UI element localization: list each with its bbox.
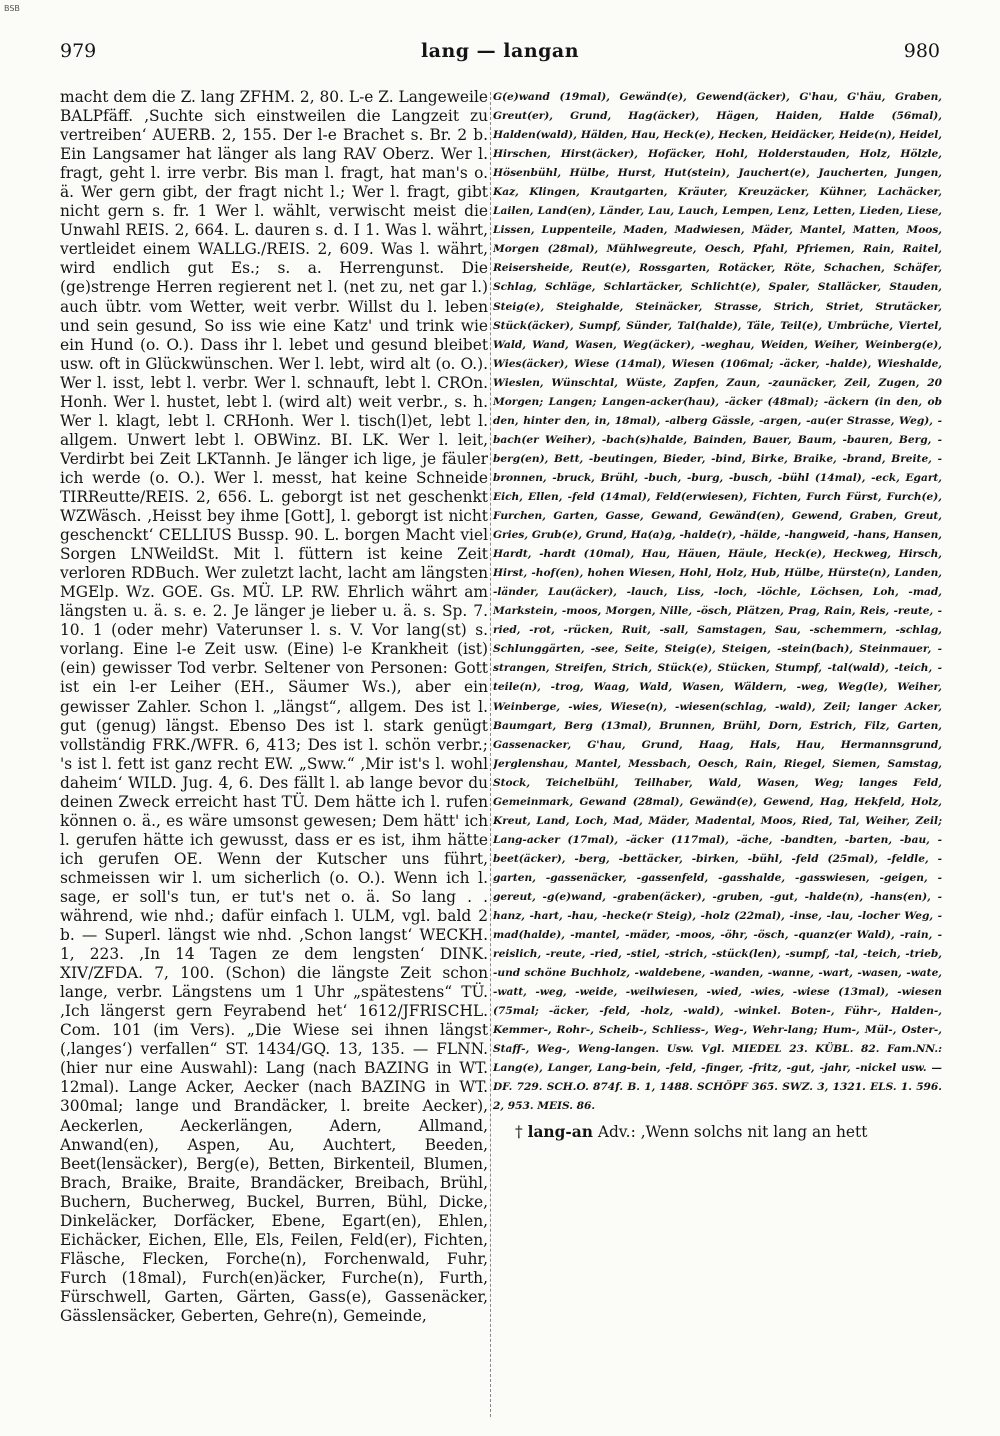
left-column — [60, 88, 488, 1423]
left-column-text: macht dem die Z. lang ZFHM. 2, 80. L-e Z. Langeweile BALPfäff. ‚Suchte sich einstweilen die Langzeit zu vertreiben‘ AUERB. 2, 155. Der l-e Brachet s. Br. 2 b. Ein Langsamer hat länger als lang RAV Oberz. Wer l. fragt, geht l. irre verbr. Bis man l. fragt, hat man's o. ä. Wer gern gibt, der fragt nicht l.; Wer l. fragt, gibt nicht gern s. fr. 1 Wer l. wählt, verwischt meist die Unwahl REIS. 2, 664. L. dauren s. d. I 1. Was l. währt, vertleidet einem WALLG./REIS. 2, 609. Was l. währt, wird endlich gut Es.; s. a. Herrengunst. Die (ge)strenge Herren regierent net l. (net zu, net gar l.) auch übtr. vom Wetter, weit verbr. Willst du l. leben und sein gesund, So iss wie eine Katz' und trink wie ein Hund (o. O.). Dass ihr l. lebet und gesund bleibet usw. oft in Glückwünschen. Wer l. lebt, wird alt (o. O.). Wer l. isst, lebt l. verbr. Wer l. schnauft, lebt l. CROn. Honh. Wer l. hustet, lebt l. (wird alt) weit verbr., s. h. Wer l. klagt, lebt l. CRHonh. Wer l. tisch(l)et, lebt l. allgem. Unwert lebt l. OBWinz. BI. LK. Wer l. leit, Verdirbt bei Zeit LKTannh. Je länger ich lige, je fäuler ich werde (o. O.). Wer l. messt, hat keine Schneide TIRReutte/REIS. 2, 656. L. geborgt ist net geschenkt WZWäsch. ‚Heisst bey ihme [Gott], l. geborgt ist nicht geschenckt‘ CELLIUS Bussp. 90. L. borgen Macht viel Sorgen LNWeildSt. Mit l. füttern ist keine Zeit verloren RDBuch. Wer zuletzt lacht, lacht am längsten MGElp. Wz. GOE. Gs. MÜ. LP. RW. Ehrlich währt am längsten u. ä. s. e. 2. Je länger je lieber u. ä. s. Sp. 7. 10. 1 (oder mehr) Vaterunser l. s. V. Vor lang(st) s. vorlang. Eine l-e Zeit usw. (Eine) l-e Krankheit (ist) (ein) gewisser Tod verbr. Seltener von Personen: Gott ist ein l-er Leiher (EH., Säumer Ws.), aber ein gewisser Zahler. Schon l. „längst“, allgem. Des ist l. gut (genug) längst. Ebenso Des ist l. stark genügt vollständig FRK./WFR. 6, 413; Des ist l. schön verbr.; 's ist l. fett ist ganz recht EW. „Sww.“ ‚Mir ist's l. wohl daheim‘ WILD. Jug. 4, 6. Des fällt l. ab lange bevor du deinen Zweck erreicht hast TÜ. Dem hätte ich l. rufen können o. ä., es wäre umsonst gewesen; Dem hätt' ich l. gerufen hätte ich gewusst, dass er es ist, ihm hätte ich gerufen OE. Wenn der Kutscher uns führt, schmeissen wir l. um sicherlich (o. O.). Wenn ich l. sage, er soll's tun, er tut's net o. ä. So lang . . während, wie nhd.; dafür einfach l. ULM, vgl. bald 2 b. — Superl. längst wie nhd. ‚Schon langst‘ WECKH. 1, 223. ‚In 14 Tagen ze dem lengsten‘ DINK. XIV/ZFDA. 7, 100. (Schon) die längste Zeit schon lange, verbr. Längstens um 1 Uhr „spätestens“ TÜ. ‚Ich längerst gern Feyrabend het‘ 1612/JFRISCHL. Com. 101 (im Vers). „Die Wiese sei ihnen längst (‚langes‘) verfallen“ ST. 1434/GQ. 13, 135. — FLNN. (hier nur eine Auswahl): Lang (nach BAZING in WT. 12mal). Lange Acker, Aecker (nach BAZING in WT. 300mal; lange und Brandäcker, l. breite Aecker), Aeckerlen, Aeckerlängen, Adern, Allmand, Anwand(en), Aspen, Au, Auchtert, Beeden, Beet(lensäcker), Berg(e), Betten, Birkenteil, Blumen, Brach, Braike, Braite, Brandäcker, Breibach, Brühl, Buchern, Bucherweg, Buckel, Burren, Bühl, Dicke, Dinkeläcker, Dorfäcker, Ebene, Egart(en), Ehlen, Eichäcker, Eichen, Elle, Els, Feilen, Feld(er), Fichten, Fläsche, Flecken, Forche(n), Forchenwald, Fuhr, Furch (18mal), Furch(en)äcker, Furche(n), Furth, Fürschwell, Garten, Gärten, Gass(e), Gassenäcker, Gässlensäcker, Geberten, Gehre(n), Gemeinde, — [60, 88, 488, 1325]
dictionary-entry-lang-an — [493, 1123, 942, 1142]
page-header — [60, 40, 940, 70]
page-number-left: 979 — [60, 40, 97, 62]
page-number-right: 980 — [903, 40, 940, 62]
entry-dagger: † — [515, 1122, 523, 1141]
entry-body: Adv.: ‚Wenn solchs nit lang an hett — [597, 1122, 868, 1141]
entry-headword: lang-an — [527, 1122, 593, 1141]
column-divider — [490, 92, 491, 1417]
running-head: lang — langan — [420, 40, 580, 62]
library-stamp: BSB — [4, 4, 20, 13]
right-column-text: G(e)wand (19mal), Gewänd(e), Gewend(äcker), G'hau, G'häu, Graben, Greut(er), Grund, Hag(äcker), Hägen, Haiden, Halde (56mal), Halden(wald), Hälden, Hau, Heck(e), Hecken, Heidäcker, Heide(n), Heidel, Hirschen, Hirst(äcker), Hofäcker, Hohl, Holderstauden, Holz, Hölzle, Hösenbühl, Hülbe, Hurst, Hut(stein), Jauchert(e), Jaucherten, Jungen, Kaz, Klingen, Krautgarten, Kräuter, Kreuzäcker, Kühner, Lachäcker, Lailen, Land(en), Länder, Lau, Lauch, Lempen, Lenz, Letten, Lieden, Liese, Lissen, Luppenteile, Maden, Madwiesen, Mäder, Mantel, Matten, Moos, Morgen (28mal), Mühlwegreute, Oesch, Pfahl, Pfriemen, Rain, Raitel, Reisersheide, Reut(e), Rossgarten, Rotäcker, Röte, Schachen, Schäfer, Schlag, Schläge, Schlartäcker, Schlicht(e), Spaler, Stalläcker, Stauden, Steig(e), Steighalde, Steinäcker, Strasse, Strich, Striet, Strutäcker, Stück(äcker), Sumpf, Sünder, Tal(halde), Täle, Teil(e), Umbrüche, Viertel, Wald, Wand, Wasen, Weg(äcker), -weghau, Weiden, Weiher, Weinberg(e), Wies(äcker), Wiese (14mal), Wiesen (106mal; -äcker, -halde), Wieshalde, Wieslen, Wünschtal, Wüste, Zapfen, Zaun, -zaunäcker, Zeil, Zugen, 20 Morgen; Langen; Langen-acker(hau), -äcker (48mal); -äckern (in den, ob den, hinter den, in, 18mal), -alberg Gässle, -argen, -au(er Strasse, Weg), -bach(er Weiher), -bach(s)halde, Bainden, Bauer, Baum, -bauren, Berg, -berg(en), Bett, -beutingen, Bieder, -bind, Birke, Braike, -brand, Breite, -bronnen, -bruck, Brühl, -buch, -burg, -busch, -bühl (14mal), -eck, Egart, Eich, Ellen, -feld (14mal), Feld(erwiesen), Fichten, Furch Fürst, Furch(e), Furchen, Garten, Gasse, Gewand, Gewänd(en), Gewend, Graben, Greut, Gries, Grub(e), Grund, Ha(a)g, -halde(r), -hälde, -hangweid, -hans, Hansen, Hardt, -hardt (10mal), Hau, Häuen, Häule, Heck(e), Heckweg, Hirsch, Hirst, -hof(en), hohen Wiesen, Hohl, Holz, Hub, Hülbe, Hürste(n), Landen, -länder, Lau(äcker), -lauch, Liss, -loch, -löchle, Löchsen, Loh, -mad, Markstein, -moos, Morgen, Nille, -ösch, Plätzen, Prag, Rain, Reis, -reute, -ried, -rot, -rücken, Ruit, -sall, Samstagen, Sau, -schemmern, -schlag, Schlunggärten, -see, Seite, Steig(e), Steigen, -stein(bach), Steinmauer, -strangen, Streifen, Strich, Stück(e), Stücken, Stumpf, -tal(wald), -teich, -teile(n), -trog, Waag, Wald, Wasen, Wäldern, -weg, Weg(le), Weiher, Weinberge, -wies, Wiese(n), -wiesen(schlag, -wald), Zeil; langer Acker, Baumgart, Berg (13mal), Brunnen, Brühl, Dorn, Estrich, Filz, Garten, Gassenacker, G'hau, Grund, Haag, Hals, Hau, Hermannsgrund, Jerglenshau, Mantel, Messbach, Oesch, Rain, Riegel, Siemen, Samstag, Stock, Teichelbühl, Teilhaber, Wald, Wasen, Weg; langes Feld, Gemeinmark, Gewand (28mal), Gewänd(e), Gewend, Hag, Hekfeld, Holz, Kreut, Land, Loch, Mad, Mäder, Madental, Moos, Ried, Tal, Weiher, Zeil; Lang-acker (17mal), -äcker (117mal), -äche, -bandten, -barten, -bau, -beet(äcker), -berg, -bettäcker, -birken, -bühl, -feld (25mal), -feldle, -garten, -gassenäcker, -gassenfeld, -gasshalde, -gasswiesen, -geigen, -gereut, -g(e)wand, -graben(äcker), -gruben, -gut, -halde(n), -hans(en), -hanz, -hart, -hau, -hecke(r Steig), -holz (22mal), -inse, -lau, -locher Weg, -mad(halde), -mantel, -mäder, -moos, -öhr, -ösch, -quanz(er Wald), -rain, -reislich, -reute, -ried, -stiel, -strich, -stück(len), -sumpf, -tal, -teich, -trieb, -und schöne Buchholz, -waldebene, -wanden, -wanne, -wart, -wasen, -wate, -watt, -weg, -weide, -weilwiesen, -wied, -wies, -wiese (13mal), -wiesen (75mal; -äcker, -feld, -holz, -wald), -winkel. Boten-, Führ-, Halden-, Kemmer-, Rohr-, Scheib-, Schliess-, Weg-, Wehr-lang; Hum-, Mül-, Oster-, Staff-, Weg-, Weng-langen. Usw. Vgl. MIEDEL 23. KÜBL. 82. Fam.NN.: Lang(e), Langer, Lang-bein, -feld, -finger, -fritz, -gut, -jahr, -nickel usw. — DF. 729. SCH.O. 874f. B. 1, 1488. SCHÖPF 365. SWZ. 3, 1321. ELS. 1. 596. 2, 953. MEIS. 86. — [493, 91, 942, 1113]
right-column — [493, 88, 942, 1423]
